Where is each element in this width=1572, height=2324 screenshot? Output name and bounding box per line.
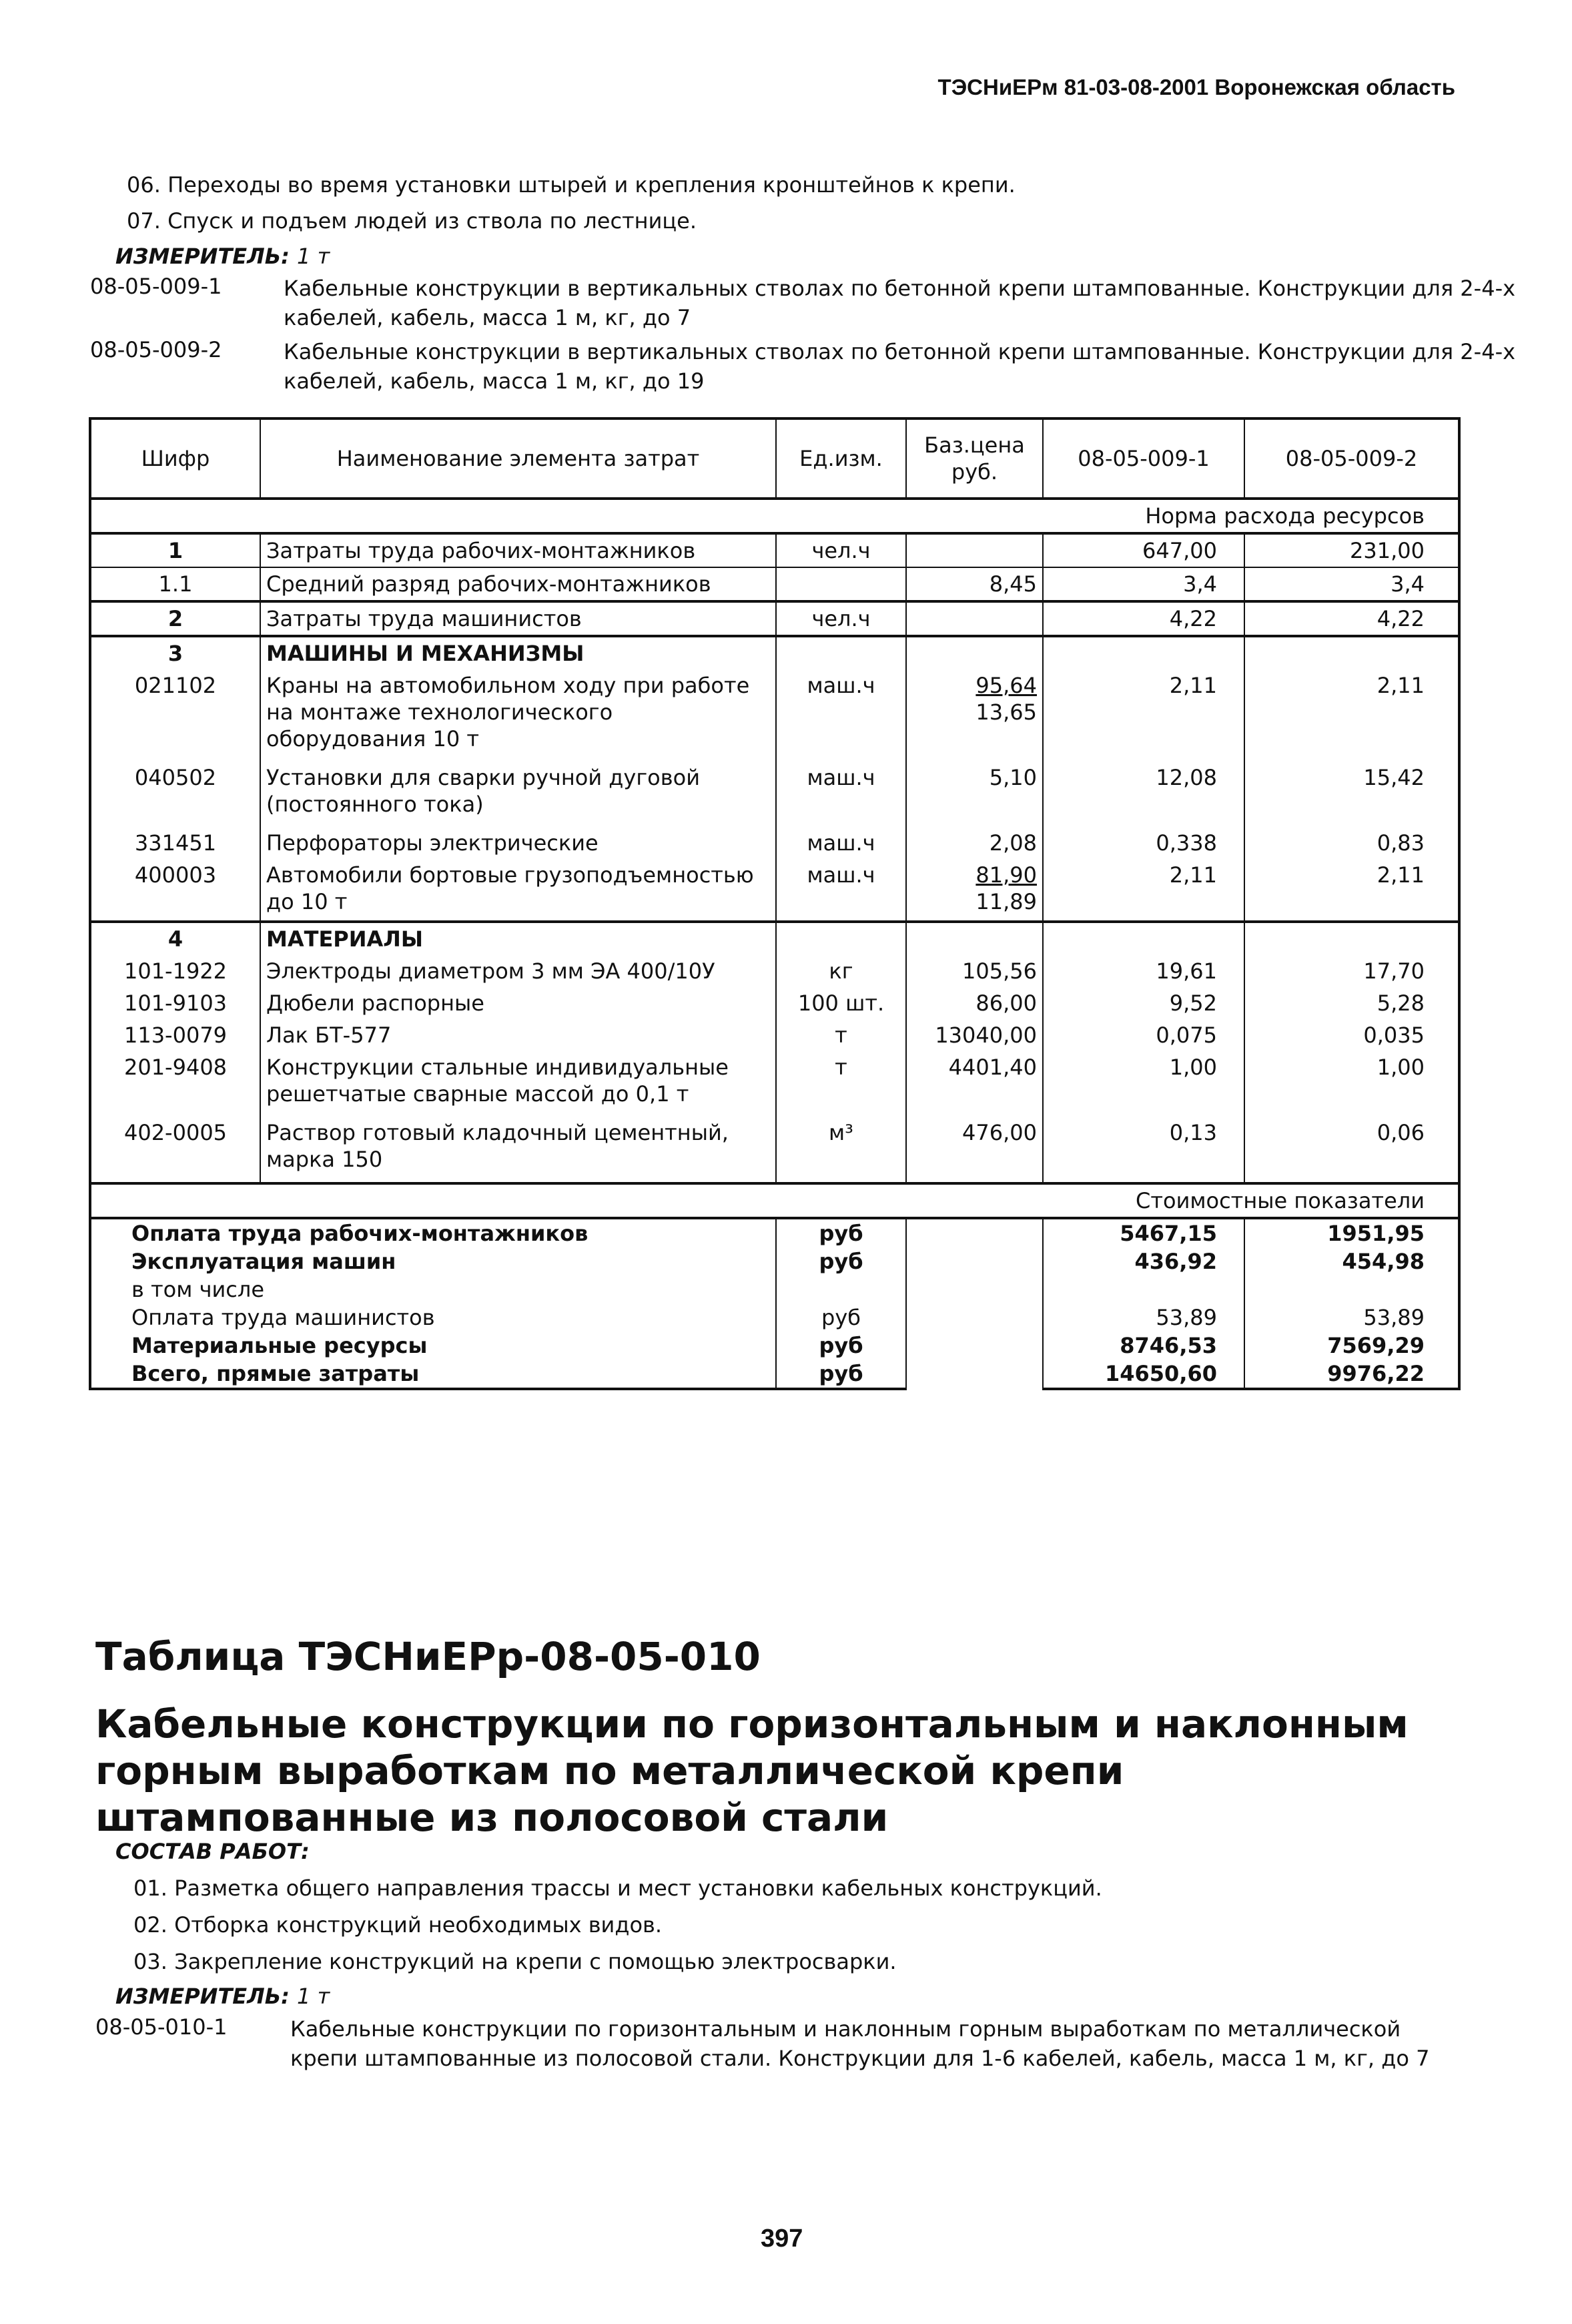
row-code: 400003 — [90, 859, 260, 922]
row-code: 4 — [90, 922, 260, 955]
total-unit: руб — [776, 1360, 906, 1389]
table-row — [90, 533, 1459, 567]
row-value-1: 647,00 — [1043, 533, 1244, 567]
table-row — [90, 669, 1459, 762]
row-unit: т — [776, 1051, 906, 1117]
row-name: Перфораторы электрические — [260, 827, 776, 859]
row-name: Установки для сварки ручной дуговой (постоянного тока) — [260, 762, 776, 827]
row-value-1: 3,4 — [1043, 567, 1244, 601]
total-value-1: 53,89 — [1043, 1303, 1244, 1332]
header-code: Шифр — [90, 418, 260, 499]
total-name: Всего, прямые затраты — [90, 1360, 776, 1389]
header-col-2: 08-05-009-2 — [1244, 418, 1459, 499]
cost-label: Стоимостные показатели — [90, 1183, 1459, 1218]
row-unit: 100 шт. — [776, 987, 906, 1019]
row-unit: м³ — [776, 1117, 906, 1183]
row-price — [906, 669, 1043, 762]
row-value-2 — [1244, 636, 1459, 669]
row-code: 1.1 — [90, 567, 260, 601]
total-value-2: 1951,95 — [1244, 1218, 1459, 1247]
row-unit: чел.ч — [776, 601, 906, 636]
row-price-wage: 13,65 — [975, 699, 1037, 725]
row-value-2: 5,28 — [1244, 987, 1459, 1019]
row-value-2: 15,42 — [1244, 762, 1459, 827]
intro-line-07: 07. Спуск и подъем людей из ствола по лестнице. — [127, 208, 697, 234]
row-price: 13040,00 — [906, 1019, 1043, 1051]
row-unit — [776, 636, 906, 669]
table-row — [90, 601, 1459, 636]
row-name: Электроды диаметром 3 мм ЭА 400/10У — [260, 955, 776, 987]
total-unit: руб — [776, 1332, 906, 1360]
row-value-2: 231,00 — [1244, 533, 1459, 567]
row-code: 101-1922 — [90, 955, 260, 987]
table-row — [90, 955, 1459, 987]
total-value-2: 53,89 — [1244, 1303, 1459, 1332]
table-row — [90, 859, 1459, 922]
row-price: 86,00 — [906, 987, 1043, 1019]
row-name: Дюбели распорные — [260, 987, 776, 1019]
table-row — [90, 827, 1459, 859]
row-name: Затраты труда рабочих-монтажников — [260, 533, 776, 567]
row-unit: кг — [776, 955, 906, 987]
row-price — [906, 859, 1043, 922]
row-value-2: 3,4 — [1244, 567, 1459, 601]
header-col-1: 08-05-009-1 — [1043, 418, 1244, 499]
total-price-empty — [906, 1218, 1043, 1389]
measure-unit: 1 т — [297, 1984, 330, 2009]
intro-line-06: 06. Переходы во время установки штырей и крепления кронштейнов к крепи. — [127, 172, 1016, 198]
row-value-2: 0,035 — [1244, 1019, 1459, 1051]
code-row — [90, 337, 1516, 397]
row-unit: маш.ч — [776, 859, 906, 922]
total-value-2 — [1244, 1275, 1459, 1303]
row-value-2: 2,11 — [1244, 859, 1459, 922]
row-code: 101-9103 — [90, 987, 260, 1019]
row-name: МАШИНЫ И МЕХАНИЗМЫ — [260, 636, 776, 669]
measure-line-2 — [115, 1984, 330, 2009]
row-unit — [776, 567, 906, 601]
table-row — [90, 1019, 1459, 1051]
row-price — [906, 533, 1043, 567]
row-price: 476,00 — [906, 1117, 1043, 1183]
row-code: 021102 — [90, 669, 260, 762]
row-price-wage: 11,89 — [975, 889, 1037, 914]
resource-norms-table — [89, 417, 1461, 1390]
total-row — [90, 1360, 1459, 1389]
row-code: 1 — [90, 533, 260, 567]
total-value-1: 436,92 — [1043, 1247, 1244, 1275]
total-unit: руб — [776, 1218, 906, 1247]
code-number: 08-05-010-1 — [95, 2014, 228, 2040]
row-value-1: 0,075 — [1043, 1019, 1244, 1051]
row-value-1 — [1043, 922, 1244, 955]
row-code: 3 — [90, 636, 260, 669]
row-value-2: 1,00 — [1244, 1051, 1459, 1117]
work-line-01: 01. Разметка общего направления трассы и мест установки кабельных конструкций. — [133, 1875, 1102, 1901]
code-description: Кабельные конструкции в вертикальных стволах по бетонной крепи штампованные. Конструкции для 2-4-х кабелей, кабель, масса 1 м, кг, до 7 — [284, 276, 1516, 330]
row-price: 8,45 — [906, 567, 1043, 601]
row-price — [906, 922, 1043, 955]
row-code: 040502 — [90, 762, 260, 827]
header-price: Баз.цена руб. — [906, 418, 1043, 499]
table-row — [90, 922, 1459, 955]
table-row — [90, 1051, 1459, 1117]
row-unit: чел.ч — [776, 533, 906, 567]
row-unit: маш.ч — [776, 762, 906, 827]
row-value-2: 2,11 — [1244, 669, 1459, 762]
measure-label: ИЗМЕРИТЕЛЬ: — [115, 244, 290, 269]
table-row — [90, 1117, 1459, 1183]
table-row — [90, 567, 1459, 601]
total-name: Оплата труда рабочих-монтажников — [90, 1218, 776, 1247]
section-title: Таблица ТЭСНиЕРр-08-05-010 — [95, 1634, 761, 1679]
norm-label: Норма расхода ресурсов — [90, 499, 1459, 533]
total-value-1 — [1043, 1275, 1244, 1303]
measure-unit: 1 т — [297, 244, 330, 269]
row-value-1: 0,13 — [1043, 1117, 1244, 1183]
total-value-1: 5467,15 — [1043, 1218, 1244, 1247]
row-value-1: 2,11 — [1043, 669, 1244, 762]
row-value-2: 4,22 — [1244, 601, 1459, 636]
row-name: Средний разряд рабочих-монтажников — [260, 567, 776, 601]
total-row — [90, 1332, 1459, 1360]
row-price-total: 81,90 — [975, 862, 1037, 888]
code-row — [90, 274, 1516, 334]
row-unit: маш.ч — [776, 827, 906, 859]
row-name: Автомобили бортовые грузоподъемностью до 10 т — [260, 859, 776, 922]
row-price — [906, 636, 1043, 669]
header-unit: Ед.изм. — [776, 418, 906, 499]
row-unit — [776, 922, 906, 955]
table-row — [90, 987, 1459, 1019]
row-name: МАТЕРИАЛЫ — [260, 922, 776, 955]
row-code: 402-0005 — [90, 1117, 260, 1183]
work-composition-label: СОСТАВ РАБОТ: — [115, 1839, 310, 1864]
row-price: 5,10 — [906, 762, 1043, 827]
row-unit: т — [776, 1019, 906, 1051]
page-header: ТЭСНиЕРм 81-03-08-2001 Воронежская область — [937, 75, 1455, 99]
table-row — [90, 636, 1459, 669]
row-code: 113-0079 — [90, 1019, 260, 1051]
row-name: Краны на автомобильном ходу при работе на монтаже технологического оборудования 10 т — [260, 669, 776, 762]
row-code: 201-9408 — [90, 1051, 260, 1117]
code-description: Кабельные конструкции в вертикальных стволах по бетонной крепи штампованные. Конструкции для 2-4-х кабелей, кабель, масса 1 м, кг, до 19 — [284, 339, 1516, 394]
row-price-total: 95,64 — [975, 673, 1037, 698]
row-value-2 — [1244, 922, 1459, 955]
row-value-1 — [1043, 636, 1244, 669]
page-number: 397 — [761, 2225, 803, 2253]
row-price: 105,56 — [906, 955, 1043, 987]
row-unit: маш.ч — [776, 669, 906, 762]
total-row — [90, 1303, 1459, 1332]
row-code: 2 — [90, 601, 260, 636]
measure-line — [115, 244, 330, 269]
total-row — [90, 1247, 1459, 1275]
row-value-2: 0,83 — [1244, 827, 1459, 859]
total-row — [90, 1218, 1459, 1247]
row-name: Затраты труда машинистов — [260, 601, 776, 636]
work-line-03: 03. Закрепление конструкций на крепи с помощью электросварки. — [133, 1949, 897, 1974]
cost-label-row — [90, 1183, 1459, 1218]
row-name: Раствор готовый кладочный цементный, марка 150 — [260, 1117, 776, 1183]
measure-label: ИЗМЕРИТЕЛЬ: — [115, 1984, 290, 2009]
total-unit — [776, 1275, 906, 1303]
row-name: Конструкции стальные индивидуальные решетчатые сварные массой до 0,1 т — [260, 1051, 776, 1117]
row-price: 2,08 — [906, 827, 1043, 859]
header-name: Наименование элемента затрат — [260, 418, 776, 499]
row-price — [906, 601, 1043, 636]
code-row — [95, 2014, 1497, 2108]
total-name: Материальные ресурсы — [90, 1332, 776, 1360]
code-description: Кабельные конструкции по горизонтальным и наклонным горным выработкам по металлической крепи штампованные из полосовой стали. Конструкции для 1-6 кабелей, кабель, масса 1 м, кг, до 7 — [290, 2016, 1430, 2071]
row-value-1: 1,00 — [1043, 1051, 1244, 1117]
total-name: в том числе — [90, 1275, 776, 1303]
row-value-1: 0,338 — [1043, 827, 1244, 859]
total-row — [90, 1275, 1459, 1303]
total-name: Эксплуатация машин — [90, 1247, 776, 1275]
total-value-2: 7569,29 — [1244, 1332, 1459, 1360]
row-name: Лак БТ-577 — [260, 1019, 776, 1051]
row-value-2: 0,06 — [1244, 1117, 1459, 1183]
total-unit: руб — [776, 1247, 906, 1275]
total-value-1: 14650,60 — [1043, 1360, 1244, 1389]
total-name: Оплата труда машинистов — [90, 1303, 776, 1332]
total-value-2: 9976,22 — [1244, 1360, 1459, 1389]
total-value-2: 454,98 — [1244, 1247, 1459, 1275]
row-value-1: 19,61 — [1043, 955, 1244, 987]
code-number: 08-05-009-1 — [90, 274, 222, 299]
table-row — [90, 762, 1459, 827]
code-number: 08-05-009-2 — [90, 337, 222, 362]
section-subtitle: Кабельные конструкции по горизонтальным и наклонным горным выработкам по металлической крепи штампованные из полосовой стали — [95, 1701, 1409, 1840]
total-unit: руб — [776, 1303, 906, 1332]
total-value-1: 8746,53 — [1043, 1332, 1244, 1360]
row-code: 331451 — [90, 827, 260, 859]
row-value-2: 17,70 — [1244, 955, 1459, 987]
norm-label-row — [90, 499, 1459, 533]
table-header-row — [90, 418, 1459, 499]
row-value-1: 9,52 — [1043, 987, 1244, 1019]
work-line-02: 02. Отборка конструкций необходимых видов. — [133, 1912, 663, 1938]
row-value-1: 4,22 — [1043, 601, 1244, 636]
row-value-1: 2,11 — [1043, 859, 1244, 922]
row-price: 4401,40 — [906, 1051, 1043, 1117]
row-value-1: 12,08 — [1043, 762, 1244, 827]
